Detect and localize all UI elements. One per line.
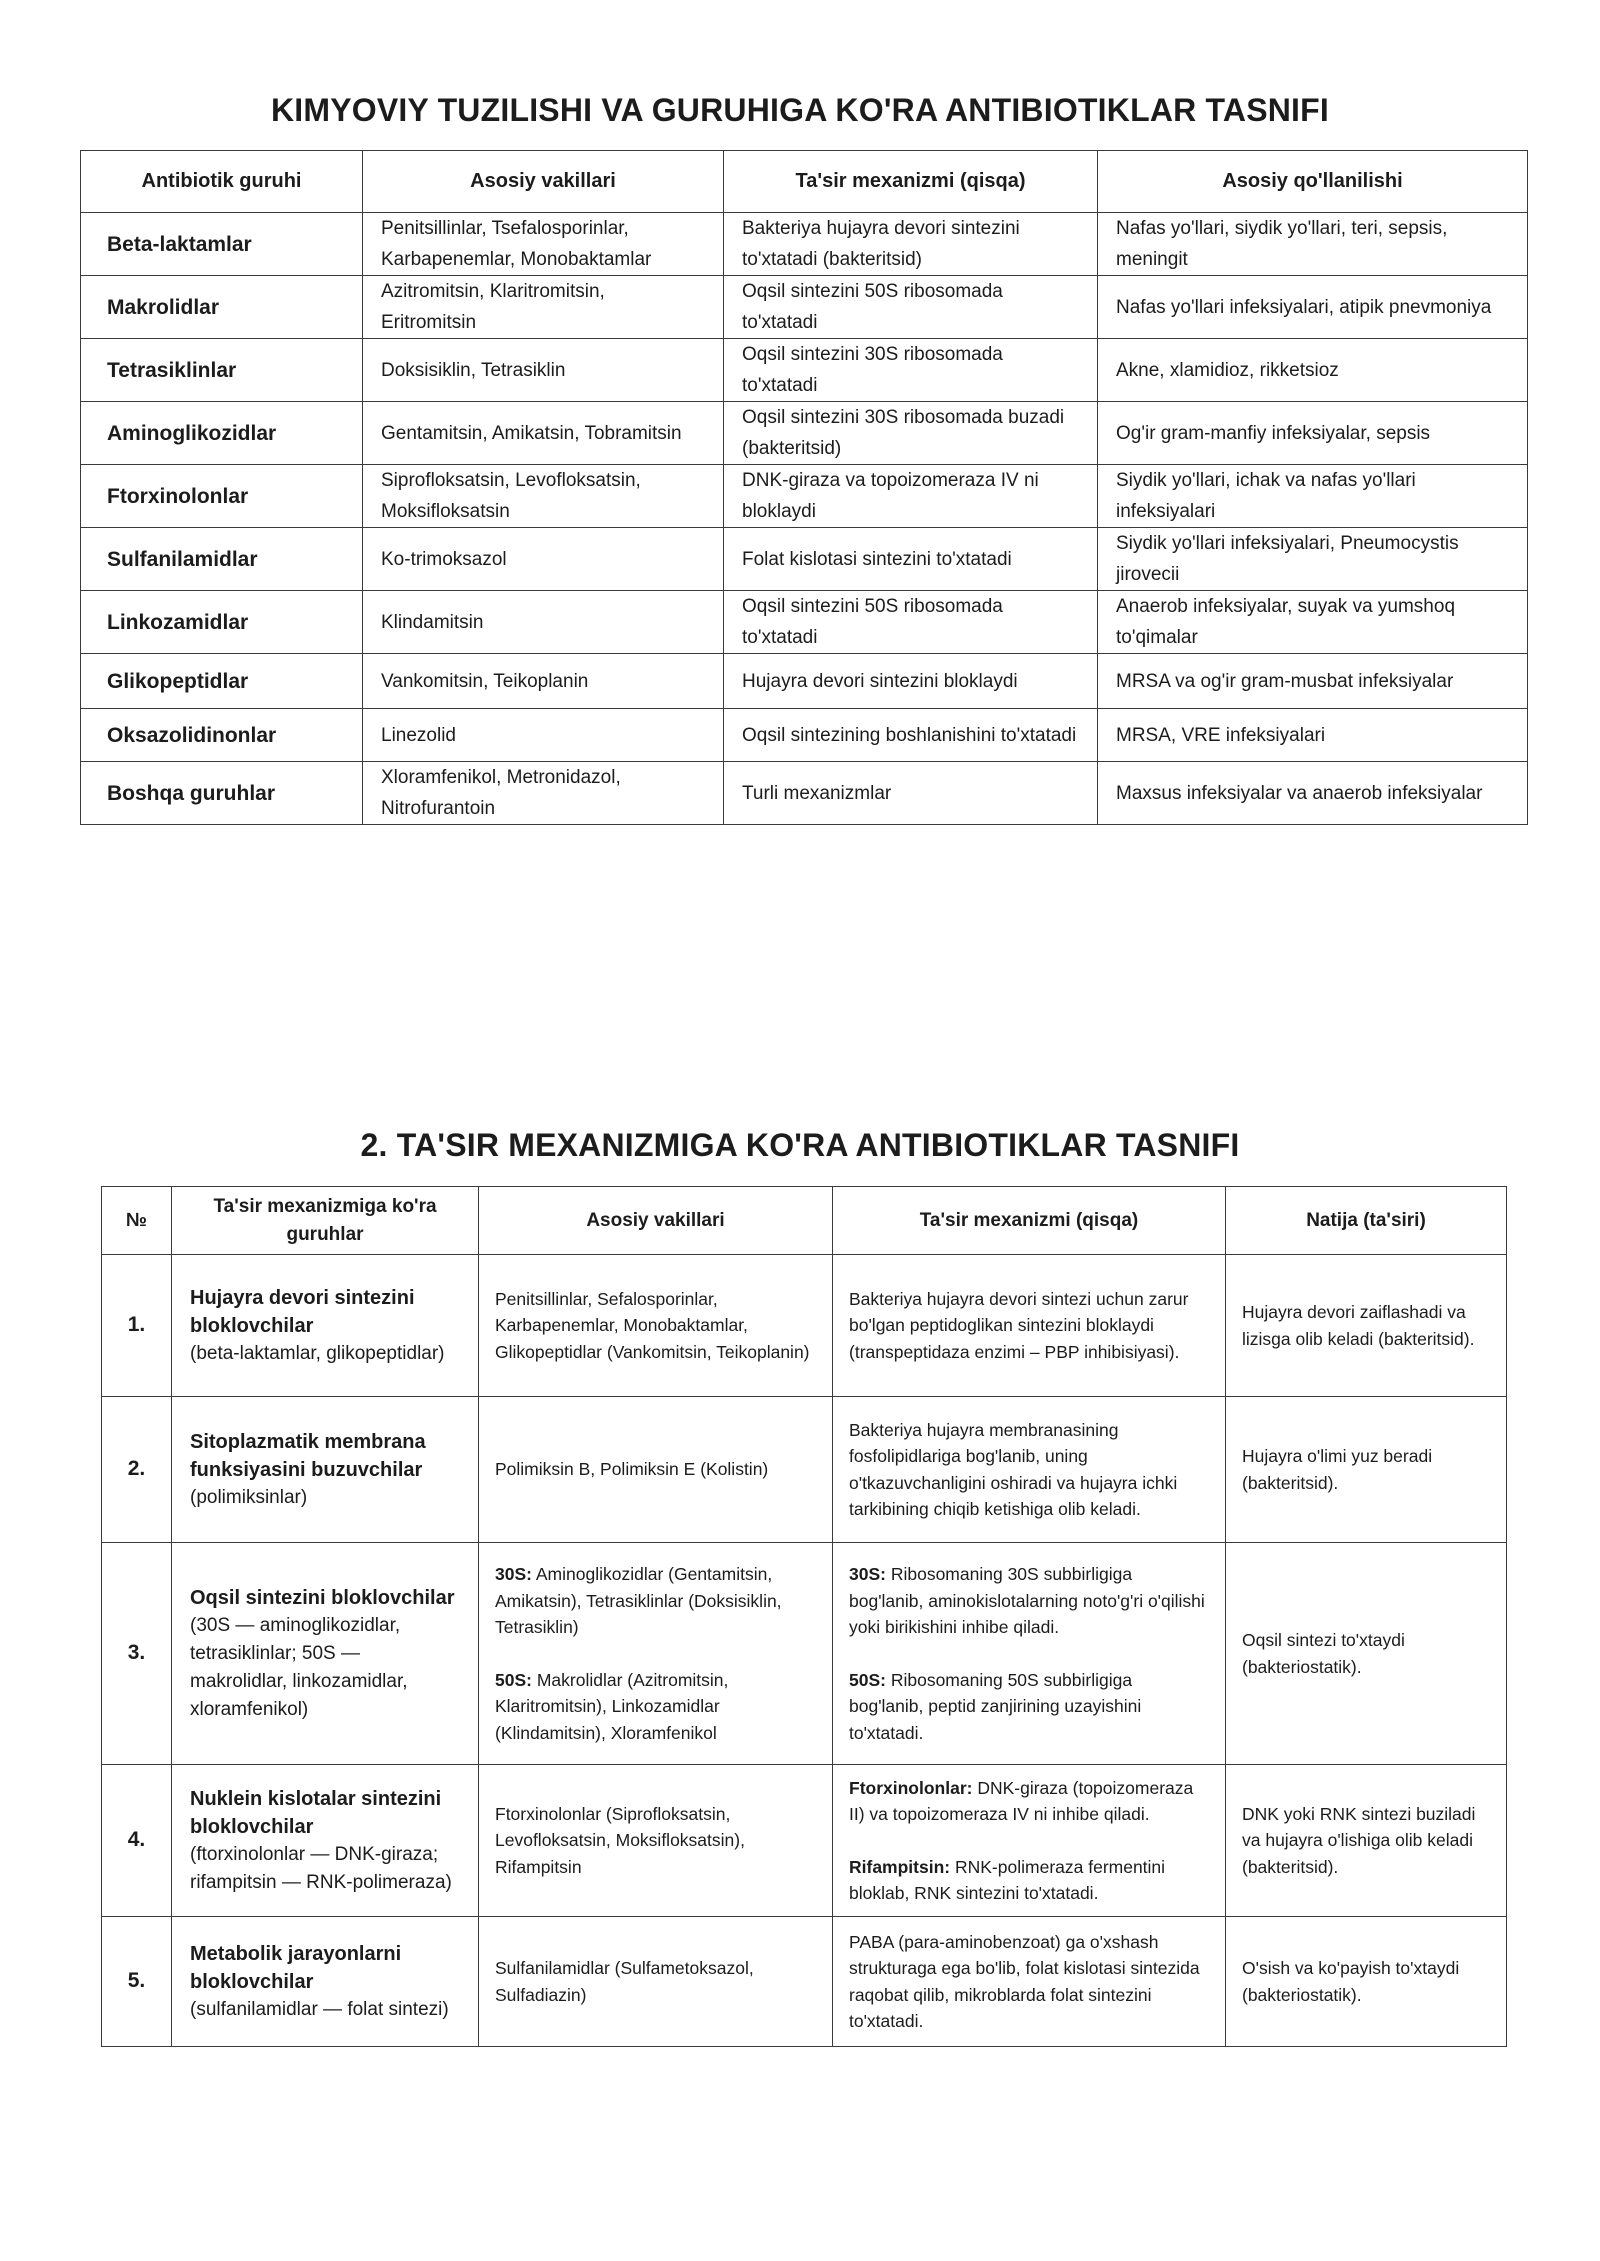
mechanism-paragraph [849, 1854, 1209, 1907]
usage-cell: Nafas yo'llari infeksiyalari, atipik pnevmoniya [1098, 276, 1528, 339]
usage-cell: Nafas yo'llari, siydik yo'llari, teri, sepsis, meningit [1098, 213, 1528, 276]
mechanism-cell [833, 1255, 1226, 1397]
paragraph-text: Bakteriya hujayra membranasining fosfolipidlariga bog'lanib, uning o'tkazuvchanligini oshiradi va hujayra ichki tarkibining chiqib ketishiga olib keladi. [849, 1419, 1178, 1519]
mechanism-cell [833, 1917, 1226, 2047]
mechanism-paragraph [849, 1417, 1209, 1523]
table-row [81, 762, 1528, 825]
table2-title: 2. TA'SIR MEXANIZMIGA KO'RA ANTIBIOTIKLAR TASNIFI [360, 1127, 1240, 1163]
paragraph-label: Ftorxinolonlar: [849, 1777, 973, 1798]
paragraph-label: 50S: [495, 1669, 532, 1690]
representatives-cell [479, 1397, 833, 1543]
result-cell: DNK yoki RNK sintezi buziladi va hujayra o'lishiga olib keladi (bakteritsid). [1226, 1765, 1507, 1917]
group-name: Sitoplazmatik membrana funksiyasini buzuvchilar [190, 1430, 426, 1481]
table-row [102, 1255, 1507, 1397]
mechanism-group-cell [172, 1397, 479, 1543]
table-row [81, 654, 1528, 709]
table-row [81, 709, 1528, 762]
paragraph-text: Makrolidlar (Azitromitsin, Klaritromitsin), Linkozamidlar (Klindamitsin), Xloramfenikol [495, 1669, 729, 1743]
paragraph-text: DNK-giraza (topoizomeraza II) va topoizomeraza IV ni inhibe qiladi. [849, 1777, 1194, 1824]
column-header-usage: Asosiy qo'llanilishi [1098, 151, 1528, 213]
group-subtitle: (sulfanilamidlar — folat sintezi) [190, 1998, 449, 2020]
mechanism-cell: Bakteriya hujayra devori sintezini to'xtatadi (bakteritsid) [724, 213, 1098, 276]
table-row [102, 1917, 1507, 2047]
usage-cell: Siydik yo'llari, ichak va nafas yo'llari infeksiyalari [1098, 465, 1528, 528]
table1-title: KIMYOVIY TUZILISHI VA GURUHIGA KO'RA ANTIBIOTIKLAR TASNIFI [270, 92, 1329, 128]
representatives-cell [479, 1917, 833, 2047]
paragraph-text: Ribosomaning 30S subbirligiga bog'lanib, aminokislotalarning noto'g'ri o'qilishi yoki birikishini inhibe qiladi. [849, 1564, 1205, 1637]
table-row [81, 591, 1528, 654]
row-number-cell: 2. [102, 1397, 172, 1543]
paragraph-text: PABA (para-aminobenzoat) ga o'xshash strukturaga ega bo'lib, folat kislotasi sintezida raqobat qilib, mikroblarda folat sintezini to'xtatadi. [849, 1931, 1200, 2031]
representatives-cell: Penitsillinlar, Tsefalosporinlar, Karbapenemlar, Monobaktamlar [363, 213, 724, 276]
representatives-cell: Ko-trimoksazol [363, 528, 724, 591]
group-subtitle: (30S — aminoglikozidlar, tetrasiklinlar; 50S — makrolidlar, linkozamidlar, xloramfenikol) [190, 1614, 408, 1720]
result-cell: O'sish va ko'payish to'xtaydi (bakteriostatik). [1226, 1917, 1507, 2047]
mechanism-group-cell [172, 1543, 479, 1765]
row-number-cell: 3. [102, 1543, 172, 1765]
table-header-row [81, 151, 1528, 213]
antibiotic-group-cell: Oksazolidinonlar [81, 709, 363, 762]
table-row [102, 1543, 1507, 1765]
representatives-cell [479, 1765, 833, 1917]
group-subtitle: (ftorxinolonlar — DNK-giraza; rifampitsin — RNK-polimeraza) [190, 1843, 452, 1893]
mechanism-paragraph [849, 1775, 1209, 1828]
paragraph-label: 50S: [849, 1669, 886, 1690]
representatives-paragraph [495, 1955, 816, 2008]
table-row [81, 276, 1528, 339]
result-cell: Hujayra devori zaiflashadi va lizisga olib keladi (bakteritsid). [1226, 1255, 1507, 1397]
representatives-paragraph [495, 1456, 816, 1483]
usage-cell: Maxsus infeksiyalar va anaerob infeksiyalar [1098, 762, 1528, 825]
representatives-cell [479, 1543, 833, 1765]
usage-cell: Og'ir gram-manfiy infeksiyalar, sepsis [1098, 402, 1528, 465]
representatives-cell: Vankomitsin, Teikoplanin [363, 654, 724, 709]
mechanism-cell: Oqsil sintezini 50S ribosomada to'xtatadi [724, 276, 1098, 339]
paragraph-text: RNK-polimeraza fermentini bloklab, RNK sintezini to'xtatadi. [849, 1856, 1166, 1903]
antibiotic-group-cell: Aminoglikozidlar [81, 402, 363, 465]
antibiotic-group-cell: Sulfanilamidlar [81, 528, 363, 591]
mechanism-paragraph [849, 1286, 1209, 1366]
usage-cell: Akne, xlamidioz, rikketsioz [1098, 339, 1528, 402]
group-name: Oqsil sintezini bloklovchilar [190, 1586, 455, 1609]
mechanism-cell [833, 1543, 1226, 1765]
column-header-representatives: Asosiy vakillari [479, 1187, 833, 1255]
table-row [102, 1765, 1507, 1917]
mechanism-cell: Oqsil sintezini 30S ribosomada buzadi (bakteritsid) [724, 402, 1098, 465]
usage-cell: Siydik yo'llari infeksiyalari, Pneumocystis jirovecii [1098, 528, 1528, 591]
mechanism-cell: Oqsil sintezini 30S ribosomada to'xtatadi [724, 339, 1098, 402]
antibiotic-group-cell: Glikopeptidlar [81, 654, 363, 709]
group-subtitle: (polimiksinlar) [190, 1486, 308, 1508]
group-subtitle: (beta-laktamlar, glikopeptidlar) [190, 1342, 445, 1364]
table-row [81, 339, 1528, 402]
paragraph-label: 30S: [849, 1564, 886, 1584]
table-row [102, 1397, 1507, 1543]
antibiotic-group-cell: Makrolidlar [81, 276, 363, 339]
paragraph-text: Polimiksin B, Polimiksin E (Kolistin) [495, 1459, 769, 1480]
table-row [81, 465, 1528, 528]
representatives-paragraph [495, 1286, 816, 1366]
column-header-mechanism: Ta'sir mexanizmi (qisqa) [833, 1187, 1226, 1255]
antibiotic-group-cell: Tetrasiklinlar [81, 339, 363, 402]
column-header-group: Antibiotik guruhi [81, 151, 363, 213]
mechanism-paragraph [849, 1667, 1209, 1747]
mechanism-cell [833, 1397, 1226, 1543]
table-header-row [102, 1187, 1507, 1255]
representatives-cell: Gentamitsin, Amikatsin, Tobramitsin [363, 402, 724, 465]
representatives-cell: Xloramfenikol, Metronidazol, Nitrofurantoin [363, 762, 724, 825]
usage-cell: MRSA va og'ir gram-musbat infeksiyalar [1098, 654, 1528, 709]
antibiotic-group-cell: Beta-laktamlar [81, 213, 363, 276]
mechanism-cell: Folat kislotasi sintezini to'xtatadi [724, 528, 1098, 591]
antibiotic-group-cell: Boshqa guruhlar [81, 762, 363, 825]
row-number-cell: 1. [102, 1255, 172, 1397]
mechanism-group-cell [172, 1917, 479, 2047]
table-row [81, 528, 1528, 591]
group-name: Metabolik jarayonlarni bloklovchilar [190, 1942, 402, 1993]
paragraph-text: Sulfanilamidlar (Sulfametoksazol, Sulfadiazin) [495, 1958, 754, 2005]
usage-cell: Anaerob infeksiyalar, suyak va yumshoq to'qimalar [1098, 591, 1528, 654]
antibiotic-group-cell: Linkozamidlar [81, 591, 363, 654]
representatives-cell: Klindamitsin [363, 591, 724, 654]
paragraph-label: Rifampitsin: [849, 1856, 951, 1877]
mechanism-cell: Oqsil sintezining boshlanishini to'xtatadi [724, 709, 1098, 762]
mechanism-group-cell [172, 1765, 479, 1917]
mechanism-cell [833, 1765, 1226, 1917]
group-name: Hujayra devori sintezini bloklovchilar [190, 1286, 415, 1337]
paragraph-text: Aminoglikozidlar (Gentamitsin, Amikatsin), Tetrasiklinlar (Doksisiklin, Tetrasiklin) [495, 1564, 782, 1637]
representatives-cell [479, 1255, 833, 1397]
table-row [81, 402, 1528, 465]
table-row [81, 213, 1528, 276]
usage-cell: MRSA, VRE infeksiyalari [1098, 709, 1528, 762]
mechanism-group-cell [172, 1255, 479, 1397]
row-number-cell: 5. [102, 1917, 172, 2047]
group-name: Nuklein kislotalar sintezini bloklovchilar [190, 1787, 442, 1838]
representatives-paragraph [495, 1561, 816, 1641]
paragraph-text: Ribosomaning 50S subbirligiga bog'lanib, peptid zanjirining uzayishini to'xtatadi. [849, 1669, 1142, 1743]
mechanism-cell: Hujayra devori sintezini bloklaydi [724, 654, 1098, 709]
paragraph-text: Ftorxinolonlar (Siprofloksatsin, Levofloksatsin, Moksifloksatsin), Rifampitsin [495, 1803, 745, 1877]
column-header-result: Natija (ta'siri) [1226, 1187, 1507, 1255]
row-number-cell: 4. [102, 1765, 172, 1917]
antibiotic-group-cell: Ftorxinolonlar [81, 465, 363, 528]
mechanism-cell: Oqsil sintezini 50S ribosomada to'xtatadi [724, 591, 1098, 654]
mechanism-paragraph [849, 1561, 1209, 1641]
paragraph-text: Penitsillinlar, Sefalosporinlar, Karbapenemlar, Monobaktamlar, Glikopeptidlar (Vankomitsin, Teikoplanin) [495, 1288, 810, 1362]
result-cell: Oqsil sintezi to'xtaydi (bakteriostatik). [1226, 1543, 1507, 1765]
classification-by-mechanism-table [101, 1186, 1507, 2047]
column-header-mechanism-group: Ta'sir mexanizmiga ko'ra guruhlar [172, 1187, 479, 1255]
representatives-cell: Siprofloksatsin, Levofloksatsin, Moksifloksatsin [363, 465, 724, 528]
paragraph-label: 30S: [495, 1564, 532, 1584]
column-header-representatives: Asosiy vakillari [363, 151, 724, 213]
mechanism-paragraph [849, 1929, 1209, 2035]
representatives-paragraph [495, 1801, 816, 1881]
paragraph-text: Bakteriya hujayra devori sintezi uchun zarur bo'lgan peptidoglikan sintezini bloklaydi (transpeptidaza enzimi – PBP inhibisiyasi). [849, 1288, 1189, 1362]
mechanism-cell: DNK-giraza va topoizomeraza IV ni bloklaydi [724, 465, 1098, 528]
result-cell: Hujayra o'limi yuz beradi (bakteritsid). [1226, 1397, 1507, 1543]
representatives-cell: Doksisiklin, Tetrasiklin [363, 339, 724, 402]
mechanism-cell: Turli mexanizmlar [724, 762, 1098, 825]
column-header-number: № [102, 1187, 172, 1255]
column-header-mechanism: Ta'sir mexanizmi (qisqa) [724, 151, 1098, 213]
classification-by-chemical-structure-table [80, 150, 1528, 825]
representatives-paragraph [495, 1667, 816, 1747]
representatives-cell: Linezolid [363, 709, 724, 762]
representatives-cell: Azitromitsin, Klaritromitsin, Eritromitsin [363, 276, 724, 339]
